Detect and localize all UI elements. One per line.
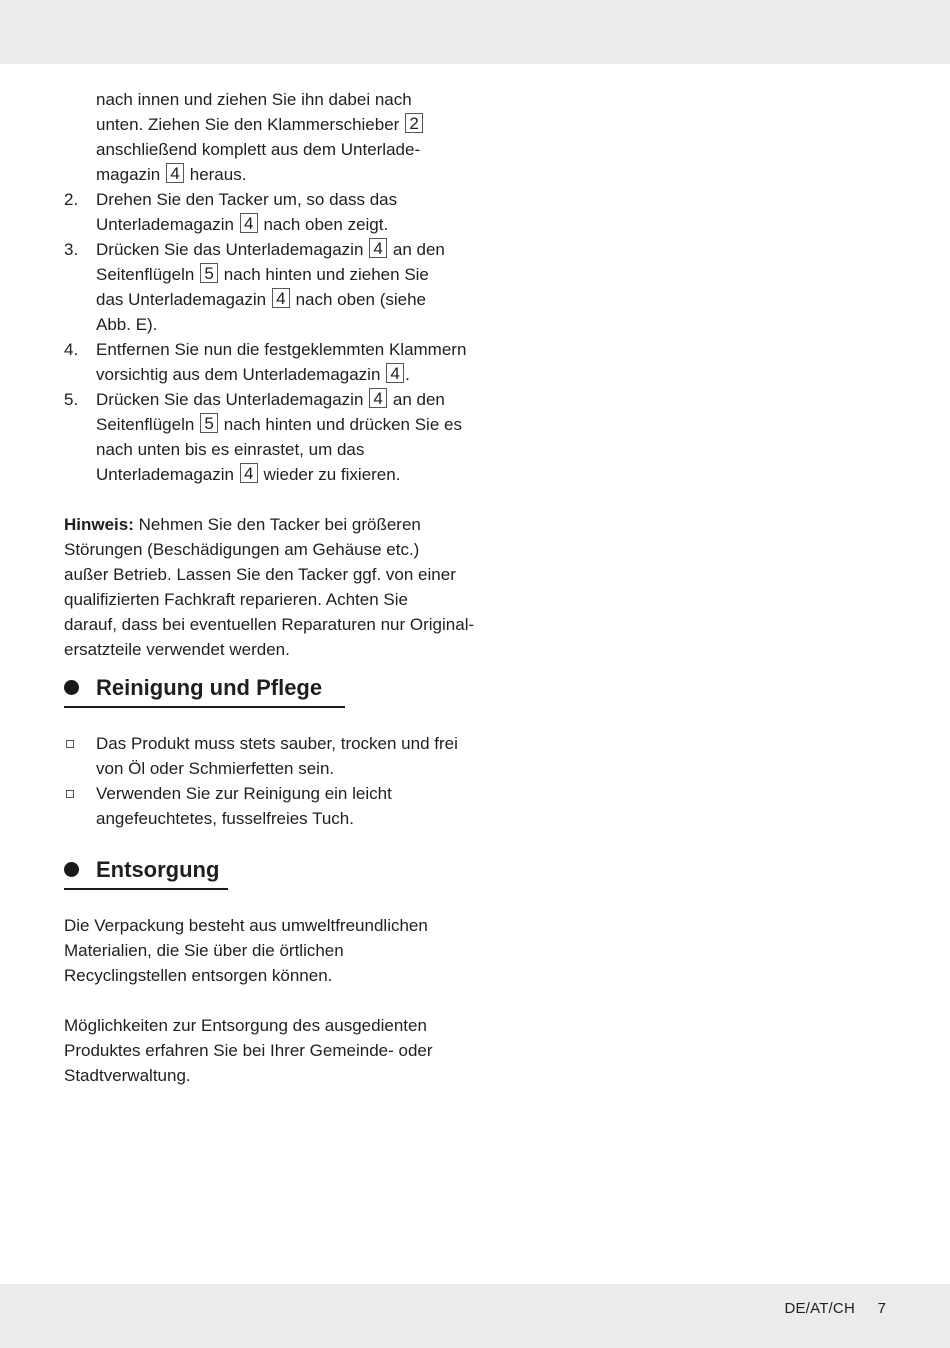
ref-box: 4: [369, 238, 387, 258]
heading-underline: [64, 888, 228, 890]
disposal-paragraph-2: Möglichkeiten zur Entsorgung des ausgedienten Produktes erfahren Sie bei Ihrer Gemeinde- oder Stadtverwaltung.: [64, 1016, 433, 1085]
step1-line3: anschließend komplett aus dem Unterlade-: [96, 140, 421, 159]
header-band: [0, 0, 950, 64]
step1-line1: nach innen und ziehen Sie ihn dabei nach: [96, 90, 412, 109]
step-number: 5.: [64, 390, 79, 409]
page-number: 7: [877, 1300, 886, 1317]
section-heading-entsorgung: Entsorgung: [64, 856, 474, 888]
step-2: 2. Drehen Sie den Tacker um, so dass das Unterlademagazin 4 nach oben zeigt.: [64, 187, 474, 237]
step-3: 3. Drücken Sie das Unterlademagazin 4 an den Seitenflügeln 5 nach hinten und ziehen Sie das Unterlademagazin 4 nach oben (siehe Abb. E).: [64, 239, 445, 334]
footer-region: DE/AT/CH: [784, 1300, 855, 1317]
step-number: 4.: [64, 340, 79, 359]
ref-box: 5: [200, 263, 218, 283]
step-number: 3.: [64, 240, 79, 259]
step1-line2: unten. Ziehen Sie den Klammerschieber 2: [64, 112, 474, 137]
step1-line4: magazin 4 heraus.: [96, 164, 247, 184]
note-label: Hinweis:: [64, 515, 134, 534]
main-column: [64, 87, 474, 1088]
checkbox-bullet-icon: [66, 790, 74, 798]
ref-box: 5: [200, 413, 218, 433]
disposal-paragraph-1: Die Verpackung besteht aus umweltfreundlichen Materialien, die Sie über die örtlichen Recyclingstellen entsorgen können.: [64, 916, 428, 985]
step-4: 4. Entfernen Sie nun die festgeklemmten Klammern vorsichtig aus dem Unterlademagazin 4 .: [64, 337, 474, 387]
ref-box: 4: [369, 388, 387, 408]
heading-underline: [64, 706, 345, 708]
ref-box: 4: [240, 463, 258, 483]
section-heading-reinigung: Reinigung und Pflege: [64, 674, 474, 706]
checkbox-bullet-icon: [66, 740, 74, 748]
ref-box: 4: [272, 288, 290, 308]
step-5: 5. Drücken Sie das Unterlademagazin 4 an den Seitenflügeln 5 nach hinten und drücken Sie es nach unten bis es einrastet, um das Unterlademagazin 4 wieder zu fixieren.: [64, 389, 462, 484]
ref-box: 2: [405, 113, 423, 133]
list-item: Das Produkt muss stets sauber, trocken und frei von Öl oder Schmierfetten sein.: [64, 731, 474, 781]
step-number: 2.: [64, 190, 79, 209]
list-item: Verwenden Sie zur Reinigung ein leicht angefeuchtetes, fusselfreies Tuch.: [64, 781, 474, 831]
ref-box: 4: [386, 363, 404, 383]
heading-bullet-icon: [64, 862, 79, 877]
note-paragraph: Hinweis: Nehmen Sie den Tacker bei größeren Störungen (Beschädigungen am Gehäuse etc.) außer Betrieb. Lassen Sie den Tacker ggf. von einer qualifizierten Fachkraft reparieren. Achten Sie darauf, dass bei eventuellen Reparaturen nur Original- ersatzteile verwendet werden.: [64, 515, 475, 659]
ref-box: 4: [166, 163, 184, 183]
ref-box: 4: [240, 213, 258, 233]
heading-bullet-icon: [64, 680, 79, 695]
